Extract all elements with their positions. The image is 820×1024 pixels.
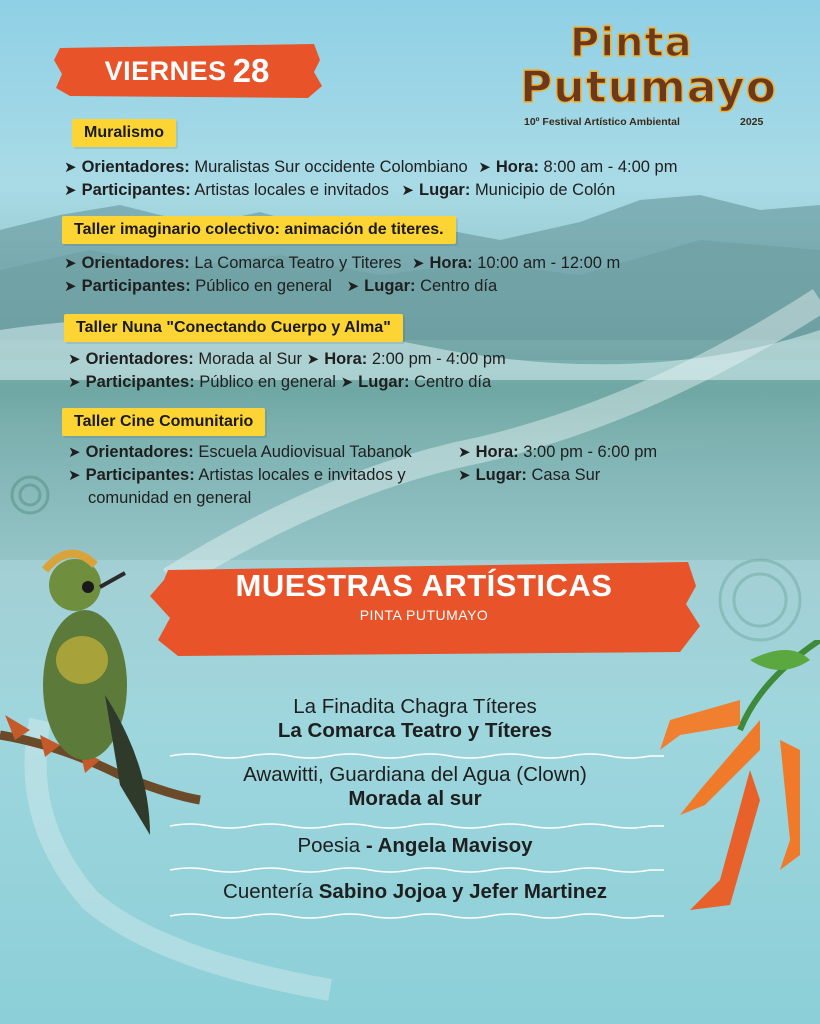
show-item: La Finadita Chagra Títeres La Comarca Teatro y Títeres <box>277 695 553 742</box>
wave-divider <box>170 822 664 830</box>
festival-logo <box>518 20 780 136</box>
arrow-icon: ➤ <box>401 182 414 199</box>
arrow-icon: ➤ <box>68 444 81 461</box>
logo-line2: Putumayo <box>520 62 778 113</box>
activity-orientadores: ➤ Orientadores: Morada al Sur ➤ Hora: 2:00 pm - 4:00 pm <box>68 350 506 368</box>
arrow-icon: ➤ <box>64 159 77 176</box>
logo-year: 2025 <box>740 116 764 128</box>
wave-divider <box>170 752 664 760</box>
hummingbird-icon <box>0 545 215 845</box>
arrow-icon: ➤ <box>68 351 81 368</box>
arrow-icon: ➤ <box>64 278 77 295</box>
show-item: Cuentería Sabino Jojoa y Jefer Martinez <box>223 880 607 903</box>
activity-title: Taller Cine Comunitario <box>62 408 265 436</box>
day-number: 28 <box>232 52 270 89</box>
day-label <box>52 42 322 100</box>
wave-divider <box>170 912 664 920</box>
wave-divider <box>170 866 664 874</box>
activity-participantes-cont: comunidad en general <box>88 489 252 507</box>
activity-title: Muralismo <box>72 119 176 147</box>
arrow-icon: ➤ <box>458 467 471 484</box>
arrow-icon: ➤ <box>458 444 471 461</box>
activity-title: Taller Nuna "Conectando Cuerpo y Alma" <box>64 314 403 342</box>
logo-subtitle: 10º Festival Artístico Ambiental <box>524 116 680 128</box>
activity-hora: ➤ Hora: 3:00 pm - 6:00 pm <box>458 443 658 461</box>
activity-participantes: ➤ Participantes: Artistas locales e invitados ➤ Lugar: Municipio de Colón <box>64 181 616 199</box>
muestras-subtitle: PINTA PUTUMAYO <box>359 607 489 623</box>
flowers-icon <box>640 640 820 940</box>
activity-participantes: ➤ Participantes: Público en general ➤ Lugar: Centro día <box>68 373 492 391</box>
logo-line1: Pinta <box>570 20 693 66</box>
show-item: Awawitti, Guardiana del Agua (Clown) Morada al sur <box>243 763 587 810</box>
activity-participantes: ➤ Participantes: Artistas locales e invitados y <box>68 466 406 484</box>
arrow-icon: ➤ <box>478 159 491 176</box>
show-item: Poesia - Angela Mavisoy <box>297 834 533 857</box>
arrow-icon: ➤ <box>68 467 81 484</box>
activity-participantes: ➤ Participantes: Público en general ➤ Lugar: Centro día <box>64 277 498 295</box>
muestras-title: MUESTRAS ARTÍSTICAS <box>235 568 613 603</box>
arrow-icon: ➤ <box>346 278 360 295</box>
activity-orientadores: ➤ Orientadores: Escuela Audiovisual Tabanok <box>68 443 412 461</box>
arrow-icon: ➤ <box>306 351 320 368</box>
arrow-icon: ➤ <box>411 255 425 272</box>
activity-lugar: ➤ Lugar: Casa Sur <box>458 466 601 484</box>
arrow-icon: ➤ <box>68 374 81 391</box>
activity-orientadores: ➤ Orientadores: Muralistas Sur occidente Colombiano ➤ Hora: 8:00 am - 4:00 pm <box>64 158 678 176</box>
day-word: VIERNES <box>104 55 227 86</box>
arrow-icon: ➤ <box>340 374 354 391</box>
arrow-icon: ➤ <box>64 182 77 199</box>
arrow-icon: ➤ <box>64 255 77 272</box>
activity-title: Taller imaginario colectivo: animación de titeres. <box>62 216 456 244</box>
activity-orientadores: ➤ Orientadores: La Comarca Teatro y Titeres ➤ Hora: 10:00 am - 12:00 m <box>64 254 621 272</box>
